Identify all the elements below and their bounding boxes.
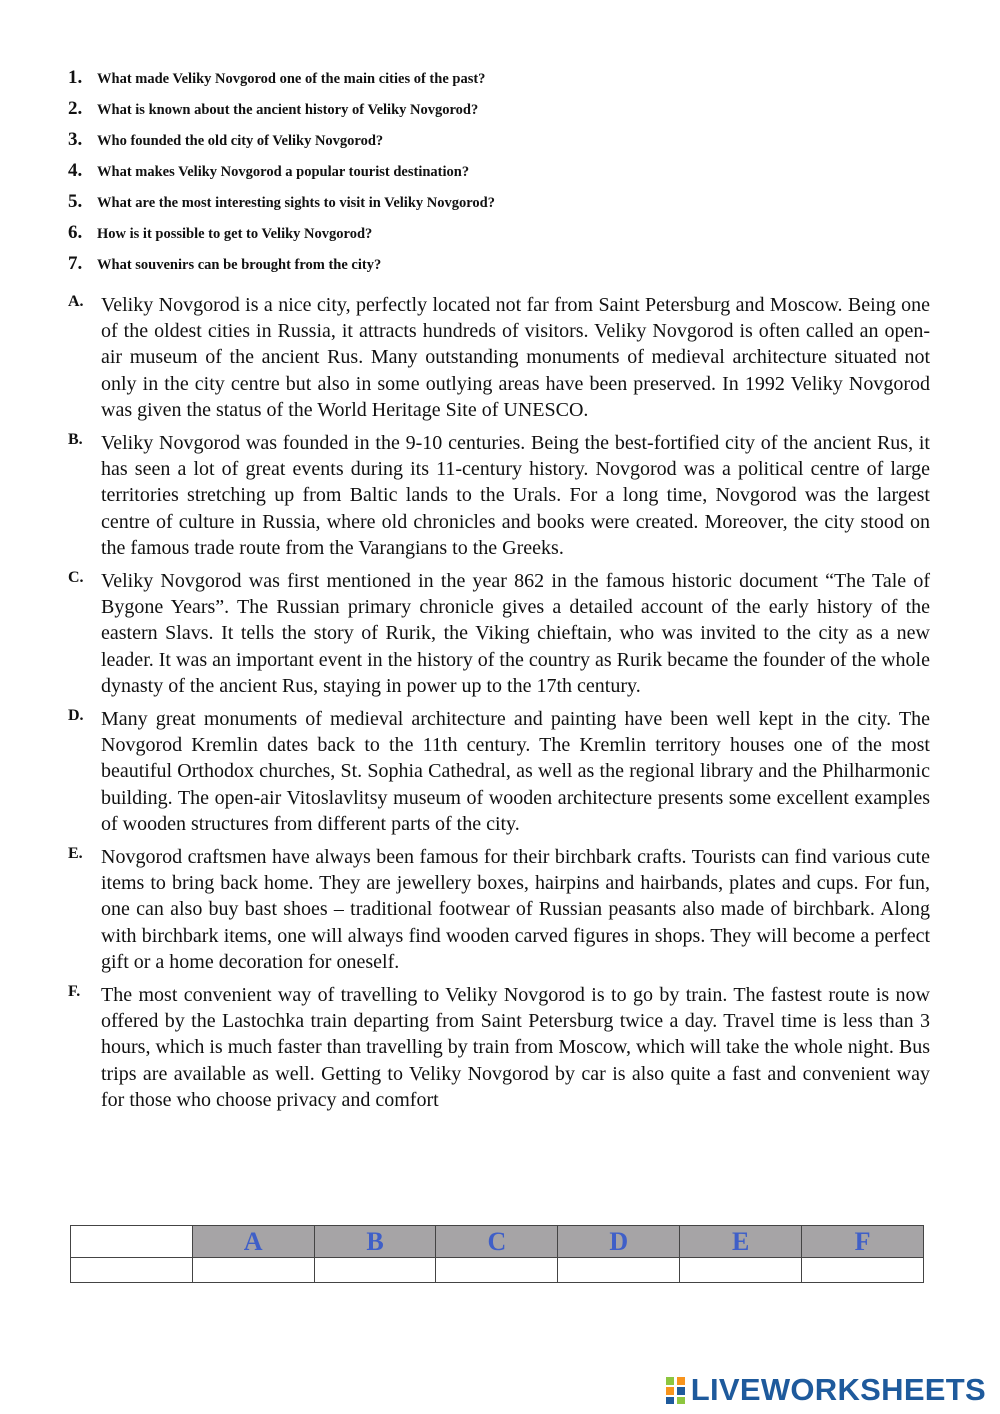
question-number: 7. xyxy=(68,253,83,274)
answer-row-label-cell xyxy=(71,1258,193,1283)
question-text: How is it possible to get to Veliky Novgorod? xyxy=(97,226,373,242)
question-list xyxy=(68,67,948,284)
question-text: What souvenirs can be brought from the city? xyxy=(97,257,382,273)
liveworksheets-logo-icon xyxy=(665,1375,687,1405)
answer-header-a: A xyxy=(192,1226,314,1258)
paragraph-b xyxy=(68,430,930,561)
answer-table-header-row xyxy=(71,1226,924,1258)
question-number: 2. xyxy=(68,98,83,119)
paragraph-letter: E. xyxy=(68,845,83,863)
paragraph-f xyxy=(68,982,930,1113)
question-item xyxy=(68,222,948,253)
liveworksheets-logo xyxy=(665,1372,986,1408)
liveworksheets-logo-text: LIVEWORKSHEETS xyxy=(690,1372,986,1407)
question-number: 4. xyxy=(68,160,83,181)
answer-header-f: F xyxy=(802,1226,924,1258)
question-text: Who founded the old city of Veliky Novgorod? xyxy=(97,133,384,149)
paragraph-c xyxy=(68,568,930,699)
paragraph-d xyxy=(68,706,930,837)
answer-input-d[interactable] xyxy=(558,1258,680,1283)
question-text: What made Veliky Novgorod one of the main cities of the past? xyxy=(97,71,486,87)
answer-header-e: E xyxy=(680,1226,802,1258)
answer-header-d: D xyxy=(558,1226,680,1258)
answer-input-b[interactable] xyxy=(314,1258,436,1283)
answer-input-e[interactable] xyxy=(680,1258,802,1283)
answer-input-f[interactable] xyxy=(802,1258,924,1283)
paragraph-letter: F. xyxy=(68,983,81,1001)
answer-table xyxy=(70,1225,924,1283)
paragraph-letter: D. xyxy=(68,707,84,725)
paragraph-text: The most convenient way of travelling to Veliky Novgorod is to go by train. The fastest route is now offered by the Lastochka train departing from Saint Petersburg twice a day. Travel time is less than 3 hours, which is much faster than travelling by train from Moscow, which will take the whole night. Bus trips are available as well. Getting to Veliky Novgorod by car is also quite a fast and convenient way for those who choose privacy and comfort xyxy=(101,984,930,1111)
paragraph-list xyxy=(68,292,930,1120)
question-item xyxy=(68,191,948,222)
question-number: 1. xyxy=(68,67,83,88)
paragraph-text: Veliky Novgorod was founded in the 9-10 centuries. Being the best-fortified city of the ancient Rus, it has seen a lot of great events during its 11-century history. Novgorod was a political centre of large territories stretching up from Baltic lands to the Urals. For a long time, Novgorod was the largest centre of culture in Russia, where old chronicles and books were created. Moreover, the city stood on the famous trade route from the Varangians to the Greeks. xyxy=(101,432,930,559)
paragraph-text: Veliky Novgorod was first mentioned in the year 862 in the famous historic document “The Tale of Bygone Years”. The Russian primary chronicle gives a detailed account of the early history of the eastern Slavs. It tells the story of Rurik, the Viking chieftain, who was invited to the city as a new leader. It was an important event in the history of the country as Rurik became the founder of the whole dynasty of the ancient Rus, staying in power up to the 17th century. xyxy=(101,570,930,697)
question-item xyxy=(68,67,948,98)
question-item xyxy=(68,160,948,191)
paragraph-text: Many great monuments of medieval architecture and painting have been well kept in the city. The Novgorod Kremlin dates back to the 11th century. The Kremlin territory houses one of the most beautiful Orthodox churches, St. Sophia Cathedral, as well as the regional library and the Philharmonic building. The open-air Vitoslavlitsy museum of wooden architecture presents some excellent examples of wooden structures from different parts of the city. xyxy=(101,708,930,835)
question-item xyxy=(68,253,948,284)
answer-header-b: B xyxy=(314,1226,436,1258)
question-text: What are the most interesting sights to visit in Veliky Novgorod? xyxy=(97,195,495,211)
paragraph-e xyxy=(68,844,930,975)
paragraph-letter: A. xyxy=(68,293,84,310)
paragraph-text: Veliky Novgorod is a nice city, perfectly located not far from Saint Petersburg and Moscow. Being one of the oldest cities in Russia, it attracts hundreds of visitors. Veliky Novgorod is often called an open-air museum of the ancient Rus. Many outstanding monuments of medieval architecture situated not only in the city centre but also in some outlying areas have been preserved. In 1992 Veliky Novgorod was given the status of the World Heritage Site of UNESCO. xyxy=(101,294,930,421)
answer-input-row xyxy=(71,1258,924,1283)
question-text: What is known about the ancient history of Veliky Novgorod? xyxy=(97,102,479,118)
question-text: What makes Veliky Novgorod a popular tourist destination? xyxy=(97,164,470,180)
answer-input-c[interactable] xyxy=(436,1258,558,1283)
paragraph-text: Novgorod craftsmen have always been famous for their birchbark crafts. Tourists can find various cute items to bring back home. They are jewellery boxes, hairpins and hairbands, plates and cups. For fun, one can also buy bast shoes – traditional footwear of Russian peasants also made of birchbark. Along with birchbark items, one will always find wooden carved figures in shops. They will become a perfect gift or a home decoration for oneself. xyxy=(101,846,930,973)
question-item xyxy=(68,98,948,129)
question-number: 6. xyxy=(68,222,83,243)
question-number: 5. xyxy=(68,191,83,212)
paragraph-letter: B. xyxy=(68,431,83,449)
answer-table-corner-cell xyxy=(71,1226,193,1258)
answer-input-a[interactable] xyxy=(192,1258,314,1283)
question-item xyxy=(68,129,948,160)
paragraph-letter: C. xyxy=(68,569,84,587)
question-number: 3. xyxy=(68,129,83,150)
answer-header-c: C xyxy=(436,1226,558,1258)
paragraph-a xyxy=(68,292,930,423)
